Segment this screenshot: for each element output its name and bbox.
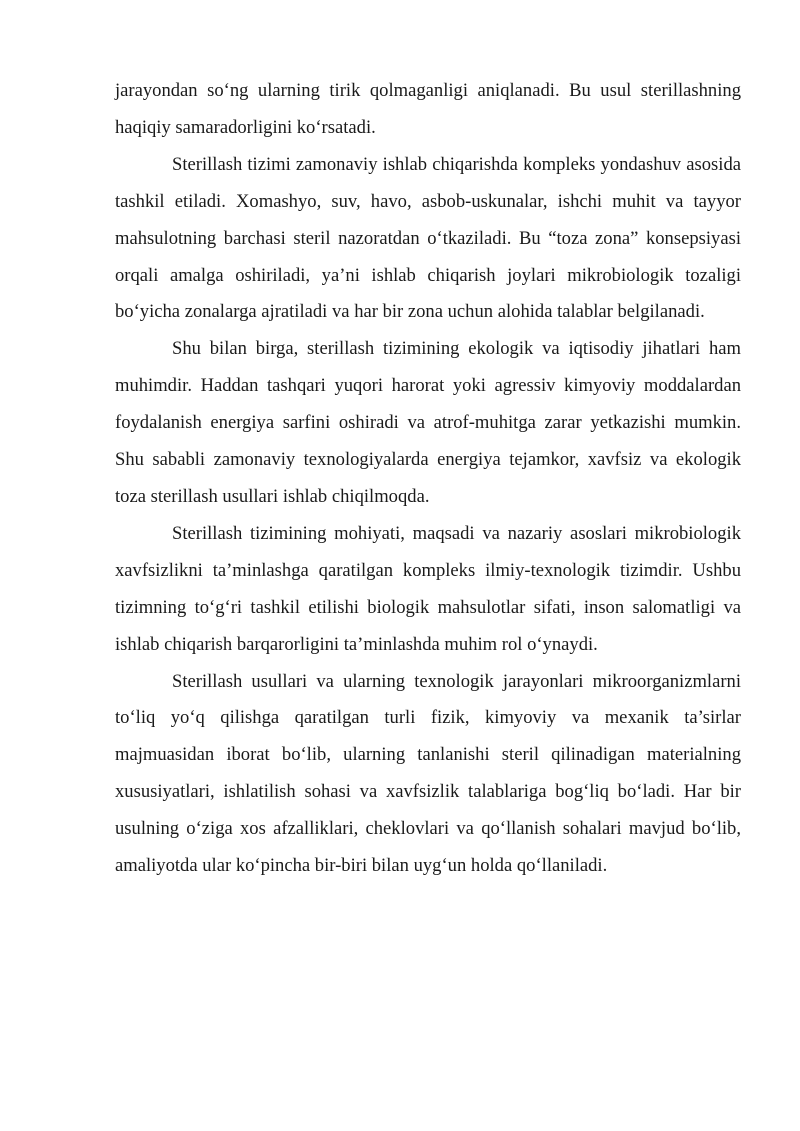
paragraph-continuation: jarayondan so‘ng ularning tirik qolmaganligi aniqlanadi. Bu usul sterillashning haqiqiy samaradorligini ko‘rsatadi. [115, 80, 741, 138]
body-text [115, 73, 741, 885]
paragraph-toza-zona: Sterillash tizimi zamonaviy ishlab chiqarishda kompleks yondashuv asosida tashkil etiladi. Xomashyo, suv, havo, asbob-uskunalar, ishchi muhit va tayyor mahsulotning barchasi steril nazoratdan o‘tkaziladi. Bu “toza zona” konsepsiyasi orqali amalga oshiriladi, ya’ni ishlab chiqarish joylari mikrobiologik tozaligi bo‘yicha zonalarga ajratiladi va har bir zona uchun alohida talablar belgilanadi. [115, 153, 741, 323]
paragraph-essence: Sterillash tizimining mohiyati, maqsadi va nazariy asoslari mikrobiologik xavfsizlikni ta’minlashga qaratilgan kompleks ilmiy-texnologik tizimdir. Ushbu tizimning to‘g‘ri tashkil etilishi biologik mahsulotlar sifati, inson salomatligi va ishlab chiqarish barqarorligini ta’minlashda muhim rol o‘ynaydi. [115, 522, 741, 655]
paragraph-methods: Sterillash usullari va ularning texnologik jarayonlari mikroorganizmlarni to‘liq yo‘q qilishga qaratilgan turli fizik, kimyoviy va mexanik ta’sirlar majmuasidan iborat bo‘lib, ularning tanlanishi steril qilinadigan materialning xususiyatlari, ishlatilish sohasi va xavfsizlik talablariga bog‘liq bo‘ladi. Har bir usulning o‘ziga xos afzalliklari, cheklovlari va qo‘llanish sohalari mavjud bo‘lib, amaliyotda ular ko‘pincha bir-biri bilan uyg‘un holda qo‘llaniladi. [115, 670, 741, 877]
paragraph-ecology: Shu bilan birga, sterillash tizimining ekologik va iqtisodiy jihatlari ham muhimdir. Haddan tashqari yuqori harorat yoki agressiv kimyoviy moddalardan foydalanish energiya sarfini oshiradi va atrof-muhitga zarar yetkazishi mumkin. Shu sababli zamonaviy texnologiyalarda energiya tejamkor, xavfsiz va ekologik toza sterillash usullari ishlab chiqilmoqda. [115, 338, 741, 507]
